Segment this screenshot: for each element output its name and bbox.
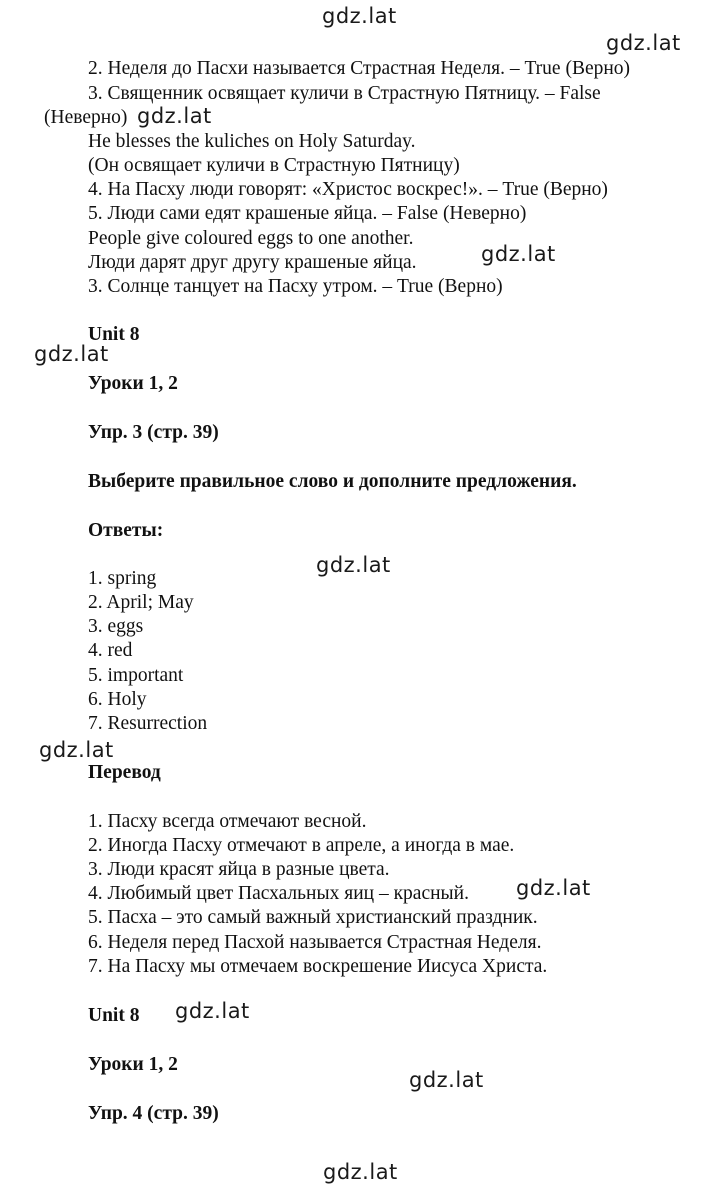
answer-item: 5. important xyxy=(88,665,184,686)
text-line: 2. Неделя до Пасхи называется Страстная Неделя. – True (Верно) xyxy=(88,58,631,79)
text-line: 4. На Пасху люди говорят: «Христос воскрес!». – True (Верно) xyxy=(88,179,608,200)
task-text: Выберите правильное слово и дополните предложения. xyxy=(88,471,577,492)
watermark-text: gdz.lat xyxy=(34,342,109,366)
text-line: 3. Священник освящает куличи в Страстную Пятницу. – False xyxy=(88,83,601,104)
text-line: (Неверно) xyxy=(44,107,128,128)
translation-item: 3. Люди красят яйца в разные цвета. xyxy=(88,859,390,880)
translation-item: 5. Пасха – это самый важный христианский праздник. xyxy=(88,907,538,928)
unit-heading: Unit 8 xyxy=(88,324,140,345)
lessons-heading: Уроки 1, 2 xyxy=(88,373,178,394)
translation-item: 6. Неделя перед Пасхой называется Страстная Неделя. xyxy=(88,932,542,953)
answer-item: 6. Holy xyxy=(88,689,147,710)
watermark-text: gdz.lat xyxy=(175,999,250,1023)
translation-item: 7. На Пасху мы отмечаем воскрешение Иисуса Христа. xyxy=(88,956,548,977)
answer-item: 7. Resurrection xyxy=(88,713,208,734)
watermark-text: gdz.lat xyxy=(481,242,556,266)
text-line: People give coloured eggs to one another. xyxy=(88,228,414,249)
watermark-text: gdz.lat xyxy=(606,31,681,55)
unit-heading: Unit 8 xyxy=(88,1005,140,1026)
watermark-text: gdz.lat xyxy=(316,553,391,577)
exercise-heading: Упр. 3 (стр. 39) xyxy=(88,422,219,443)
watermark-text: gdz.lat xyxy=(516,876,591,900)
answer-item: 4. red xyxy=(88,640,133,661)
exercise-heading: Упр. 4 (стр. 39) xyxy=(88,1103,219,1124)
watermark-text: gdz.lat xyxy=(39,738,114,762)
translation-heading: Перевод xyxy=(88,762,161,783)
watermark-text: gdz.lat xyxy=(137,104,212,128)
text-line: He blesses the kuliches on Holy Saturday. xyxy=(88,131,416,152)
answers-heading: Ответы: xyxy=(88,520,164,541)
text-line: 3. Солнце танцует на Пасху утром. – True (Верно) xyxy=(88,276,503,297)
translation-item: 4. Любимый цвет Пасхальных яиц – красный. xyxy=(88,883,469,904)
translation-item: 2. Иногда Пасху отмечают в апреле, а иногда в мае. xyxy=(88,835,515,856)
translation-item: 1. Пасху всегда отмечают весной. xyxy=(88,811,367,832)
watermark-text: gdz.lat xyxy=(323,1160,398,1184)
watermark-text: gdz.lat xyxy=(409,1068,484,1092)
text-line: (Он освящает куличи в Страстную Пятницу) xyxy=(88,155,460,176)
answer-item: 2. April; May xyxy=(88,592,194,613)
text-line: Люди дарят друг другу крашеные яйца. xyxy=(88,252,417,273)
text-line: 5. Люди сами едят крашеные яйца. – False (Неверно) xyxy=(88,203,527,224)
answer-item: 1. spring xyxy=(88,568,157,589)
answer-item: 3. eggs xyxy=(88,616,144,637)
lessons-heading: Уроки 1, 2 xyxy=(88,1054,178,1075)
watermark-text: gdz.lat xyxy=(322,4,397,28)
